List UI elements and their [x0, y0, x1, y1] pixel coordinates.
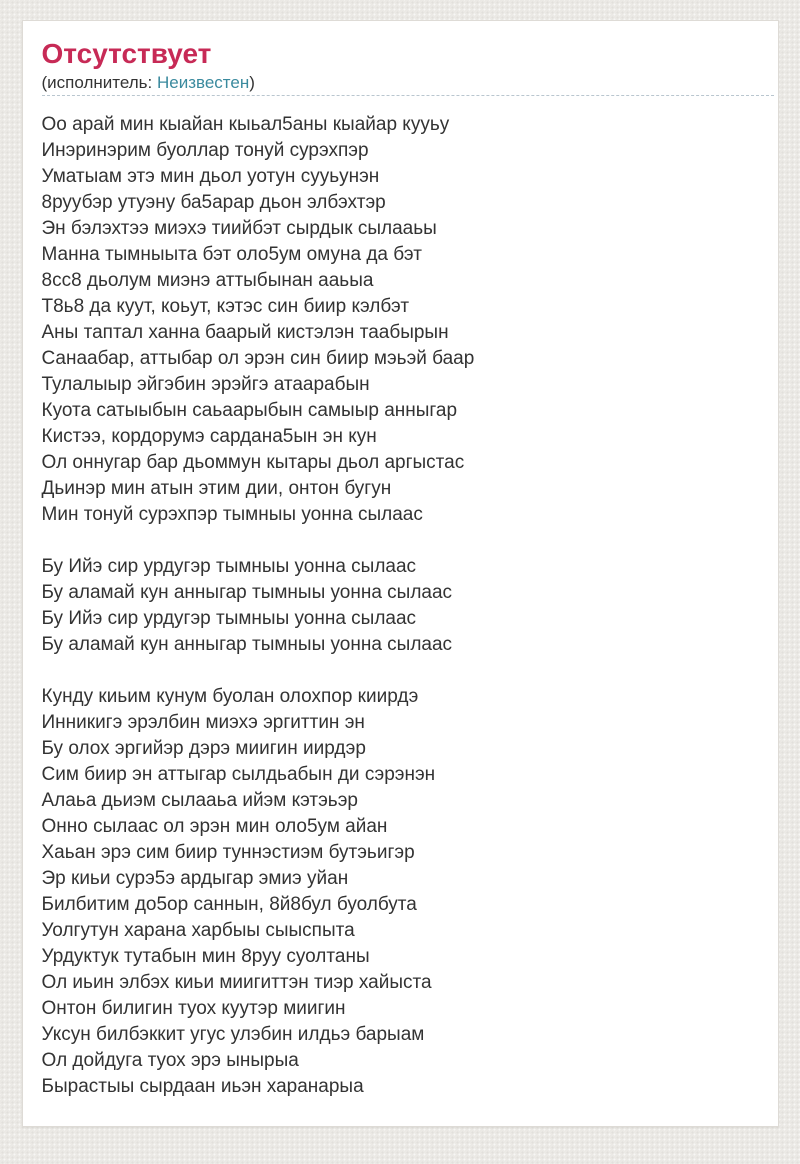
- lyrics-line: Кистээ, кордорумэ сардана5ын эн кун: [41, 426, 377, 447]
- lyrics-card: [22, 20, 779, 1127]
- lyrics-line: Мин тонуй сурэхпэр тымныы уонна сылаас: [41, 504, 423, 525]
- lyrics-line: Кунду киьим кунум буолан олохпор киирдэ: [41, 686, 419, 707]
- lyrics-line: Тулалыыр эйгэбин эрэйгэ атаарабын: [41, 374, 370, 395]
- lyrics-line: Бу аламай кун анныгар тымныы уонна сылаас: [41, 634, 453, 655]
- lyrics-line: Сим биир эн аттыгар сылдьабын ди сэрэнэн: [41, 764, 436, 785]
- lyrics-line: Онтон билигин туох куутэр миигин: [41, 998, 346, 1019]
- lyrics-line: Манна тымныыта бэт оло5ум омуна да бэт: [41, 244, 422, 265]
- lyrics-line: Ол иьин элбэх киьи миигиттэн тиэр хайыста: [41, 972, 432, 993]
- lyrics-line: Уолгутун харана харбыы сыыспыта: [41, 920, 355, 941]
- lyrics-line: [42, 528, 759, 554]
- lyrics-line: Бу аламай кун анныгар тымныы уонна сылаас: [41, 582, 453, 603]
- lyrics-line: Уксун билбэккит угус улэбин илдьэ барыам: [41, 1024, 425, 1045]
- lyrics-line: Бу Ийэ сир урдугэр тымныы уонна сылаас: [41, 556, 417, 577]
- artist-label-close: ): [249, 73, 255, 92]
- lyrics-line: Ол дойдуга туох эрэ ынырыа: [41, 1050, 299, 1071]
- song-title: Отсутствует: [41, 38, 212, 69]
- lyrics-line: [42, 658, 759, 684]
- artist-line: [42, 72, 774, 96]
- lyrics-line: 8сс8 дьолум миэнэ аттыбынан ааьыа: [41, 270, 374, 291]
- lyrics-line: 8руубэр утуэну ба5арар дьон элбэхтэр: [41, 192, 386, 213]
- lyrics-line: Бырастыы сырдаан иьэн харанарыа: [41, 1076, 364, 1097]
- lyrics-line: Оо арай мин кыайан кыьал5аны кыайар кууьу: [41, 114, 450, 135]
- lyrics-line: Инникигэ эрэлбин миэхэ эргиттин эн: [41, 712, 365, 733]
- lyrics-line: Эр киьи сурэ5э ардыгар эмиэ уйан: [41, 868, 349, 889]
- lyrics-line: Алаьа дьиэм сылааьа ийэм кэтэьэр: [41, 790, 358, 811]
- lyrics-line: Санаабар, аттыбар ол эрэн син биир мэьэй баар: [41, 348, 475, 369]
- artist-label-open: (исполнитель:: [41, 73, 157, 92]
- lyrics-line: Хаьан эрэ сим биир туннэстиэм бутэьигэр: [41, 842, 415, 863]
- lyrics-line: Билбитим до5ор саннын, 8й8бул буолбута: [41, 894, 417, 915]
- lyrics-line: Бу олох эргийэр дэрэ миигин иирдэр: [41, 738, 366, 759]
- lyrics-line: Аны таптал ханна баарый кистэлэн таабырын: [41, 322, 449, 343]
- lyrics-line: Инэринэрим буоллар тонуй сурэхпэр: [41, 140, 369, 161]
- lyrics-line: Урдуктук тутабын мин 8руу суолтаны: [41, 946, 370, 967]
- lyrics-line: Онно сылаас ол эрэн мин оло5ум айан: [41, 816, 388, 837]
- lyrics-text: [42, 112, 759, 1100]
- lyrics-line: Уматыам этэ мин дьол уотун сууьунэн: [41, 166, 380, 187]
- lyrics-line: Дьинэр мин атын этим дии, онтон бугун: [41, 478, 392, 499]
- artist-link[interactable]: Неизвестен: [156, 73, 250, 92]
- lyrics-line: Т8ь8 да куут, коьут, кэтэс син биир кэлбэт: [41, 296, 410, 317]
- lyrics-line: Ол оннугар бар дьоммун кытары дьол аргыстас: [41, 452, 465, 473]
- lyrics-line: Бу Ийэ сир урдугэр тымныы уонна сылаас: [41, 608, 417, 629]
- lyrics-line: Куота сатыыбын саьаарыбын самыыр анныгар: [41, 400, 458, 421]
- lyrics-line: Эн бэлэхтээ миэхэ тиийбэт сырдык сылааьы: [41, 218, 437, 239]
